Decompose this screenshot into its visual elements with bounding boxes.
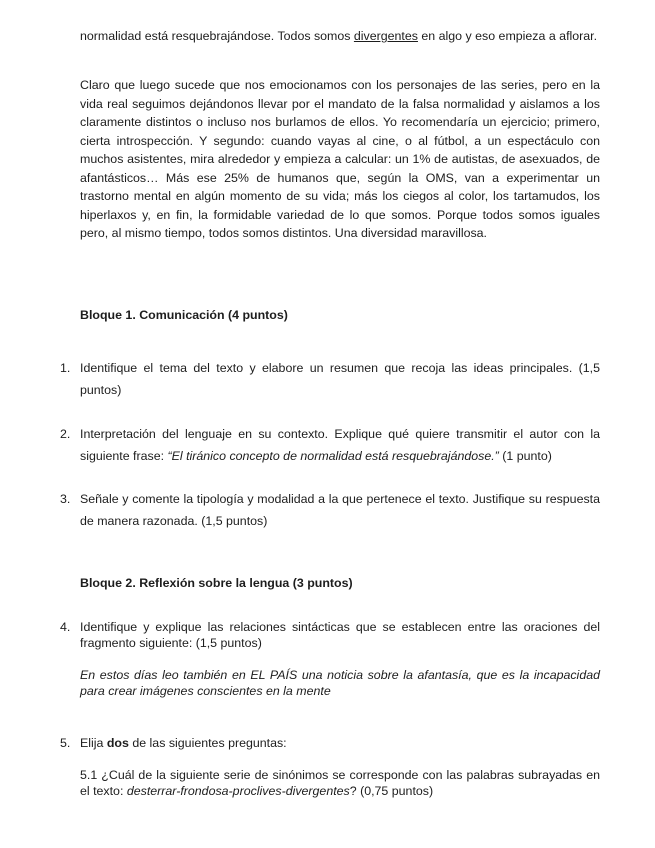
question-points: ? (0,75 puntos) [349, 784, 434, 798]
intro-paragraph-2: Claro que luego sucede que nos emocionamos con los personajes de las series, pero en la vida real seguimos dejándonos llevar por el mandato de la falsa normalidad y aislamos a los claramente distintos o incluso nos burlamos de ellos. Yo recomendaría un ejercicio; primero, cierta introspección. Y segundo: cuando vayas al cine, o al fútbol, a un espectáculo con muchos asistentes, mira alrededor y empieza a calcular: un 1% de autistas, de asexuados, de afantásticos… Más ese 25% de humanos que, según la OMS, van a experimentar un trastorno mental en algún momento de su vida; más los ciegos al color, los tartamudos, los hiperlaxos y, en fin, la formidable variedad de lo que somos. Porque todos somos iguales pero, al mismo tiempo, todos somos distintos. Una diversidad maravillosa. [80, 78, 600, 240]
question-emphasis: dos [106, 736, 129, 750]
question-quote: “El tiránico concepto de normalidad está resquebrajándose.” [167, 449, 499, 463]
question-text: Interpretación del lenguaje en su contexto. Explique qué quiere transmitir el autor con la siguiente frase: [80, 427, 600, 463]
intro-text: normalidad está resquebrajándose. Todos somos [80, 29, 354, 43]
question-4 [60, 619, 600, 651]
question-number: 3. [60, 492, 71, 506]
question-2 [60, 423, 600, 467]
question-text: de las siguientes preguntas: [128, 736, 287, 750]
question-5 [60, 735, 600, 751]
question-number: 5. [60, 736, 71, 750]
question-4-fragment: En estos días leo también en EL PAÍS una noticia sobre la afantasía, que es la incapacidad para crear imágenes conscientes en la mente [80, 668, 600, 698]
block-1-heading: Bloque 1. Comunicación (4 puntos) [80, 308, 288, 322]
question-number: 4. [60, 620, 71, 634]
intro-paragraph-1 [80, 27, 600, 46]
underlined-word: divergentes [353, 29, 418, 43]
question-text: Elija [80, 736, 107, 750]
intro-text: en algo y eso empieza a aflorar. [417, 29, 598, 43]
question-text: Identifique y explique las relaciones sintácticas que se establecen entre las oraciones del fragmento siguiente: (1,5 puntos) [80, 620, 600, 650]
block-2-heading: Bloque 2. Reflexión sobre la lengua (3 puntos) [80, 576, 353, 590]
question-number: 1. [60, 361, 71, 375]
question-text: 5.1 ¿Cuál de la siguiente serie de sinónimos se corresponde con las palabras subrayadas en el texto: [80, 768, 600, 798]
question-number: 2. [60, 427, 71, 441]
synonym-words: desterrar-frondosa-proclives-divergentes [126, 784, 350, 798]
question-text: Identifique el tema del texto y elabore un resumen que recoja las ideas principales. (1,5 puntos) [80, 361, 600, 397]
question-3 [60, 488, 600, 532]
question-points: (1 punto) [498, 449, 552, 463]
question-text: Señale y comente la tipología y modalidad a la que pertenece el texto. Justifique su respuesta de manera razonada. (1,5 puntos) [80, 492, 600, 528]
question-1 [60, 357, 600, 401]
question-5-1 [80, 767, 600, 799]
